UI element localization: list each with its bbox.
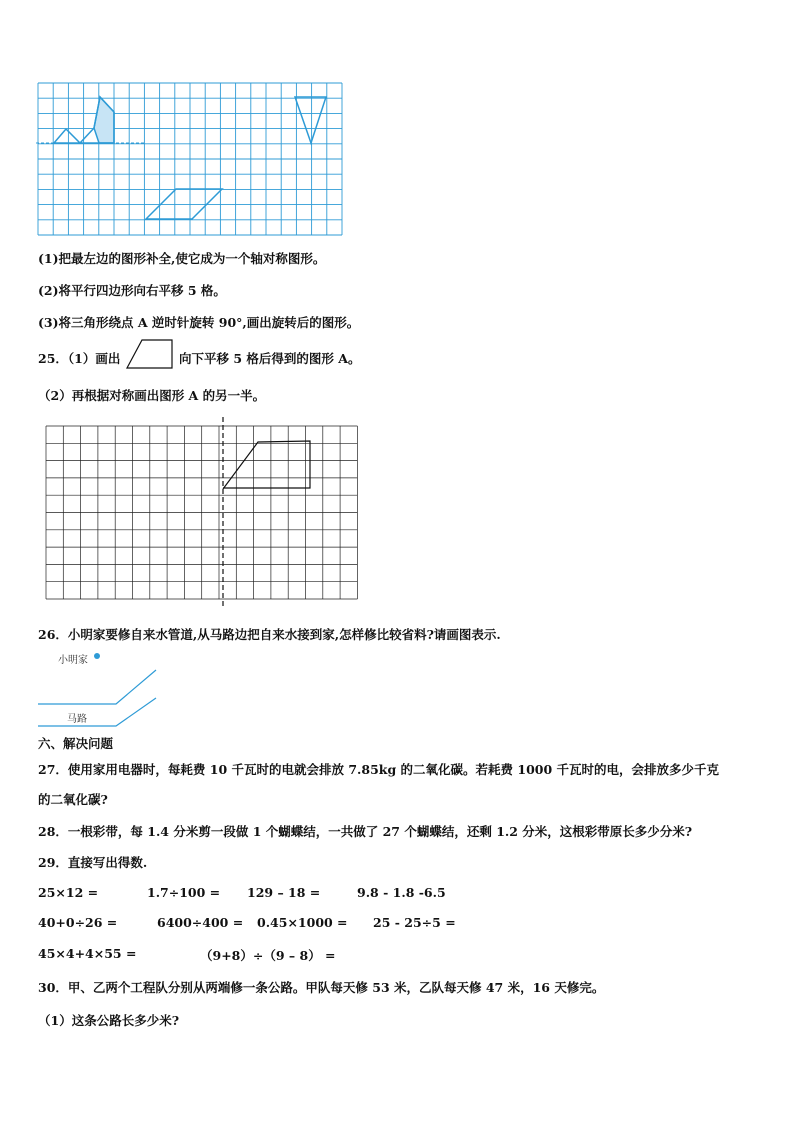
q29-r1c2: 1.7÷100 =	[147, 885, 221, 900]
q26-text: 26．小明家要修自来水管道,从马路边把自来水接到家,怎样修比较省料?请画图表示.	[38, 627, 501, 642]
q24-item-2: (2)将平行四边形向右平移 5 格。	[38, 283, 226, 298]
triangle	[295, 97, 326, 143]
parallelogram-icon	[124, 338, 174, 370]
parallelogram	[146, 189, 222, 219]
left-figure-pentagon	[94, 97, 114, 143]
q29-r2c2: 6400÷400 =	[157, 915, 244, 930]
q29-r3c1: 45×4+4×55 =	[38, 946, 137, 961]
q28-text: 28．一根彩带，每 1.4 分米剪一段做 1 个蝴蝶结，一共做了 27 个蝴蝶结，还剩 1.2 分米，这根彩带原长多少分米?	[38, 824, 693, 839]
q30-text: 30．甲、乙两个工程队分别从两端修一条公路。甲队每天修 53 米，乙队每天修 47 米，16 天修完。	[38, 980, 605, 995]
black-grid-figure	[45, 417, 375, 609]
q25-line1-suffix: 向下平移 5 格后得到的图形 A。	[179, 351, 361, 366]
road-label: 马路	[67, 714, 87, 725]
q24-item-3: (3)将三角形绕点 A 逆时针旋转 90°,画出旋转后的图形。	[38, 315, 360, 330]
road-diagram	[36, 668, 166, 728]
q29-r1c4: 9.8 - 1.8 -6.5	[357, 885, 446, 900]
section-title: 六、解决问题	[38, 736, 114, 751]
q25-line1-prefix: 25．（1）画出	[38, 351, 121, 366]
q29-r3c2: （9+8）÷（9 – 8） =	[200, 948, 336, 963]
q29-title: 29．直接写出得数.	[38, 855, 148, 870]
q29-r2c1: 40+0÷26 =	[38, 915, 118, 930]
q25-line2: （2）再根据对称画出图形 A 的另一半。	[38, 388, 266, 403]
q24-item-1: (1)把最左边的图形补全,使它成为一个轴对称图形。	[38, 251, 326, 266]
q27-line2: 的二氧化碳?	[38, 792, 108, 807]
home-dot-icon	[94, 653, 100, 659]
q27-line1: 27．使用家用电器时，每耗费 10 千瓦时的电就会排放 7.85kg 的二氧化碳。若耗费 1000 千瓦时的电，会排放多少千克	[38, 762, 720, 777]
q29-r1c3: 129 – 18 =	[247, 885, 321, 900]
blue-grid-figure	[36, 82, 346, 237]
q29-r1c1: 25×12 =	[38, 885, 99, 900]
q29-r2c4: 25 - 25÷5 =	[373, 915, 456, 930]
q30-sub1: （1）这条公路长多少米?	[38, 1013, 180, 1028]
home-label: 小明家	[58, 655, 88, 666]
q29-r2c3: 0.45×1000 =	[257, 915, 348, 930]
